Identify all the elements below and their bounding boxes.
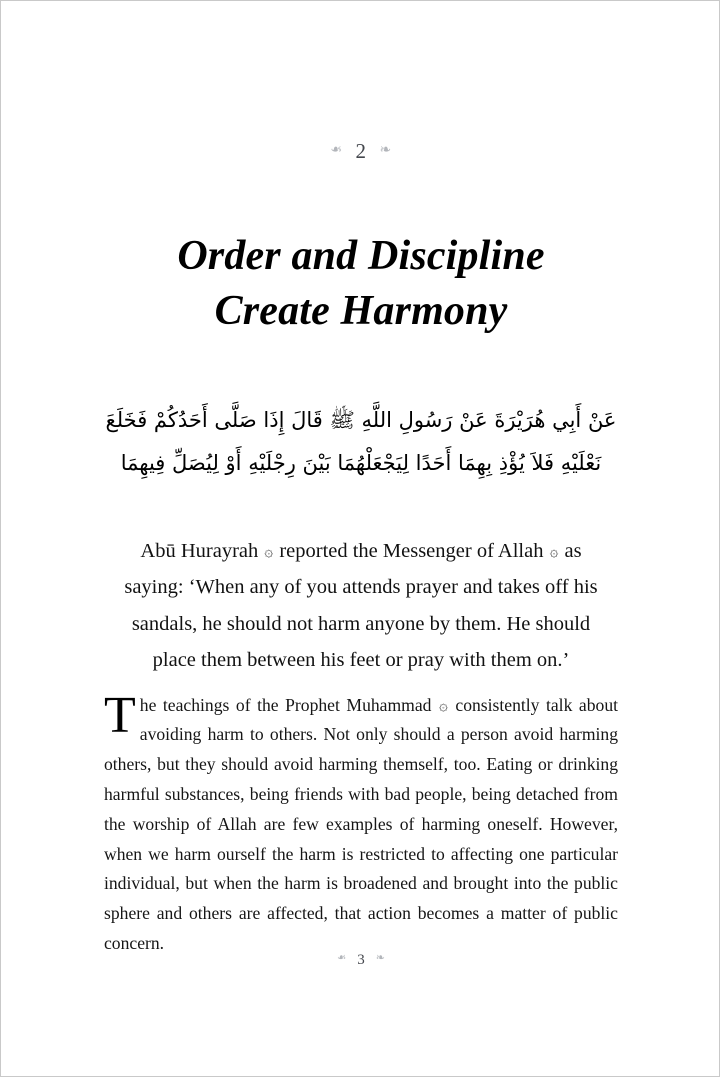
page-footer <box>1 951 720 969</box>
sallallahu-alayhi-wasallam-ornament-icon: ۞ <box>439 695 448 714</box>
hadith-translation <box>101 533 621 679</box>
translation-line-3: sandals, he should not harm anyone by them. He should <box>131 612 591 635</box>
footer-flourish-right-icon: ❧ <box>375 952 385 964</box>
drop-cap: T <box>104 686 136 744</box>
chapter-title-line-1: Order and Discipline <box>177 233 545 280</box>
translation-line-1-end: as <box>564 540 582 562</box>
chapter-title <box>61 229 661 338</box>
hadith-arabic-line-2: نَعْلَيْهِ فَلاَ يُؤْذِ بِهِمَا أَحَدًا لِيَجْعَلْهُمَا بَيْنَ رِجْلَيْهِ أَوْ لِيُصَلِّ فِيهِمَا <box>120 451 602 476</box>
translation-line-2: saying: ‘When any of you attends prayer and takes off his <box>124 576 598 599</box>
body-paragraph <box>104 686 619 959</box>
translation-line-4: place them between his feet or pray with them on.’ <box>152 649 570 672</box>
body-text-after-ornament: consistently talk about avoiding harm to others. Not only should a person avoid harming others, but they should avoid harming themself, too. Eating or drinking harmful substances, being friends with bad people, being detached from the worship of Allah are few examples of harming oneself. However, when we harm ourself the harm is restricted to affecting one particular individual, but when the harm is broadened and brought into the public sphere and others are affected, that action becomes a matter of public concern. <box>104 694 619 954</box>
flourish-left-icon: ❧ <box>330 143 343 158</box>
translation-narrator-name: Abū Hurayrah <box>140 540 259 562</box>
chapter-number: 2 <box>355 139 367 163</box>
chapter-title-line-2: Create Harmony <box>214 287 508 334</box>
translation-line-1-middle: reported the Messenger of Allah <box>279 540 544 562</box>
footer-flourish-left-icon: ❧ <box>337 952 347 964</box>
sallallahu-alayhi-wasallam-ornament-icon: ۞ <box>549 542 559 560</box>
chapter-marker <box>1 139 720 164</box>
translation-line-1 <box>101 533 621 569</box>
hadith-arabic-line-1: عَنْ أَبِي هُرَيْرَةَ عَنْ رَسُولِ اللَّهِ ﷺ قَالَ إِذَا صَلَّى أَحَدُكُمْ فَخَلَعَ <box>105 408 617 432</box>
hadith-arabic-text <box>97 399 625 485</box>
radiallahu-anhu-ornament-icon: ۞ <box>264 542 274 560</box>
page-number: 3 <box>357 952 365 968</box>
flourish-right-icon: ❧ <box>379 143 392 158</box>
body-text-before-ornament: he teachings of the Prophet Muhammad <box>139 694 432 715</box>
